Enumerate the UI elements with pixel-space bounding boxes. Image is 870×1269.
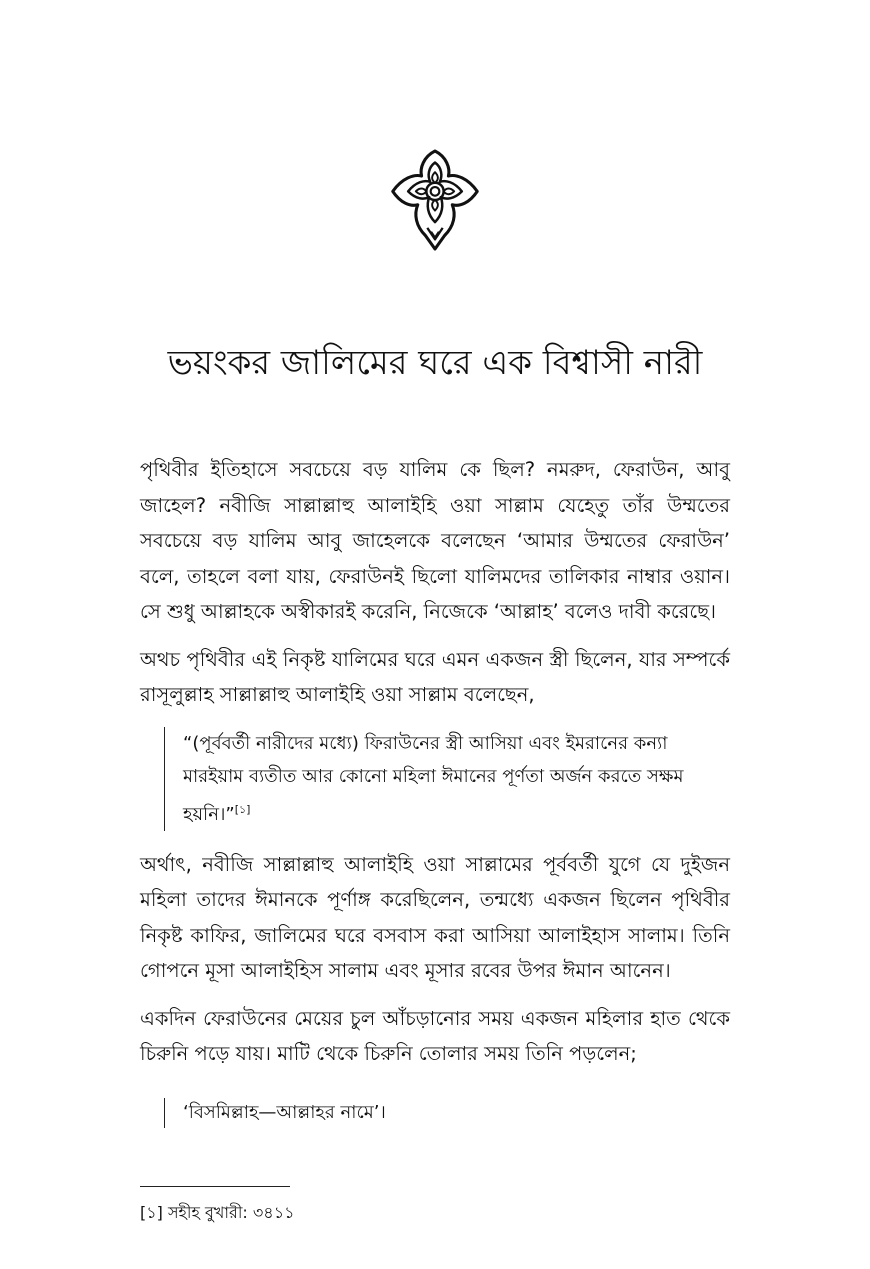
body-text [140,452,730,1128]
footnote-reference[interactable]: [১] [234,802,251,816]
paragraph: অথচ পৃথিবীর এই নিকৃষ্ট যালিমের ঘরে এমন একজন স্ত্রী ছিলেন, যার সম্পর্কে রাসূলুল্লাহ সাল্লাল্লাহু আলাইহি ওয়া সাল্লাম বলেছেন, [140,647,730,706]
hadith-quote [164,727,730,831]
paragraph: পৃথিবীর ইতিহাসে সবচেয়ে বড় যালিম কে ছিল? নমরুদ, ফেরাউন, আবু জাহেল? নবীজি সাল্লাল্লাহু আলাইহি ওয়া সাল্লাম যেহেতু তাঁর উম্মতের সবচেয়ে বড় যালিম আবু জাহেলকে বলেছেন ‘আমার উম্মতের ফেরাউন’ বলে, তাহলে বলা যায়, ফেরাউনই ছিলো যালিমদের তালিকার নাম্বার ওয়ান। সে শুধু আল্লাহকে অস্বীকারই করেনি, নিজেকে ‘আল্লাহ’ বলেও দাবী করেছে। [140,458,730,623]
paragraph: একদিন ফেরাউনের মেয়ের চুল আঁচড়ানোর সময় একজন মহিলার হাত থেকে চিরুনি পড়ে যায়। মাটি থেকে চিরুনি তোলার সময় তিনি পড়লেন; [140,1006,730,1065]
footnote: [১] সহীহ বুখারী: ৩৪১১ [140,1203,295,1222]
quote-text: “(পূর্ববর্তী নারীদের মধ্যে) ফিরাউনের স্ত্রী আসিয়া এবং ইমরানের কন্যা মারইয়াম ব্যতীত আর কোনো মহিলা ঈমানের পূর্ণতা অর্জন করতে সক্ষম হয়নি।” [183,732,684,825]
bismillah-quote: ‘বিসমিল্লাহ—আল্লাহর নামে’। [164,1098,730,1128]
chapter-title: ভয়ংকর জালিমের ঘরে এক বিশ্বাসী নারী [167,343,703,383]
footnote-divider [140,1186,290,1187]
paragraph: অর্থাৎ, নবীজি সাল্লাল্লাহু আলাইহি ওয়া সাল্লামের পূর্ববর্তী যুগে যে দুইজন মহিলা তাদের ঈমানকে পূর্ণাঙ্গ করেছিলেন, তন্মধ্যে একজন ছিলেন পৃথিবীর নিকৃষ্ট কাফির, জালিমের ঘরে বসবাস করা আসিয়া আলাইহাস সালাম। তিনি গোপনে মূসা আলাইহিস সালাম এবং মূসার রবের উপর ঈমান আনেন। [140,852,730,982]
floral-ornament-icon [387,147,483,253]
